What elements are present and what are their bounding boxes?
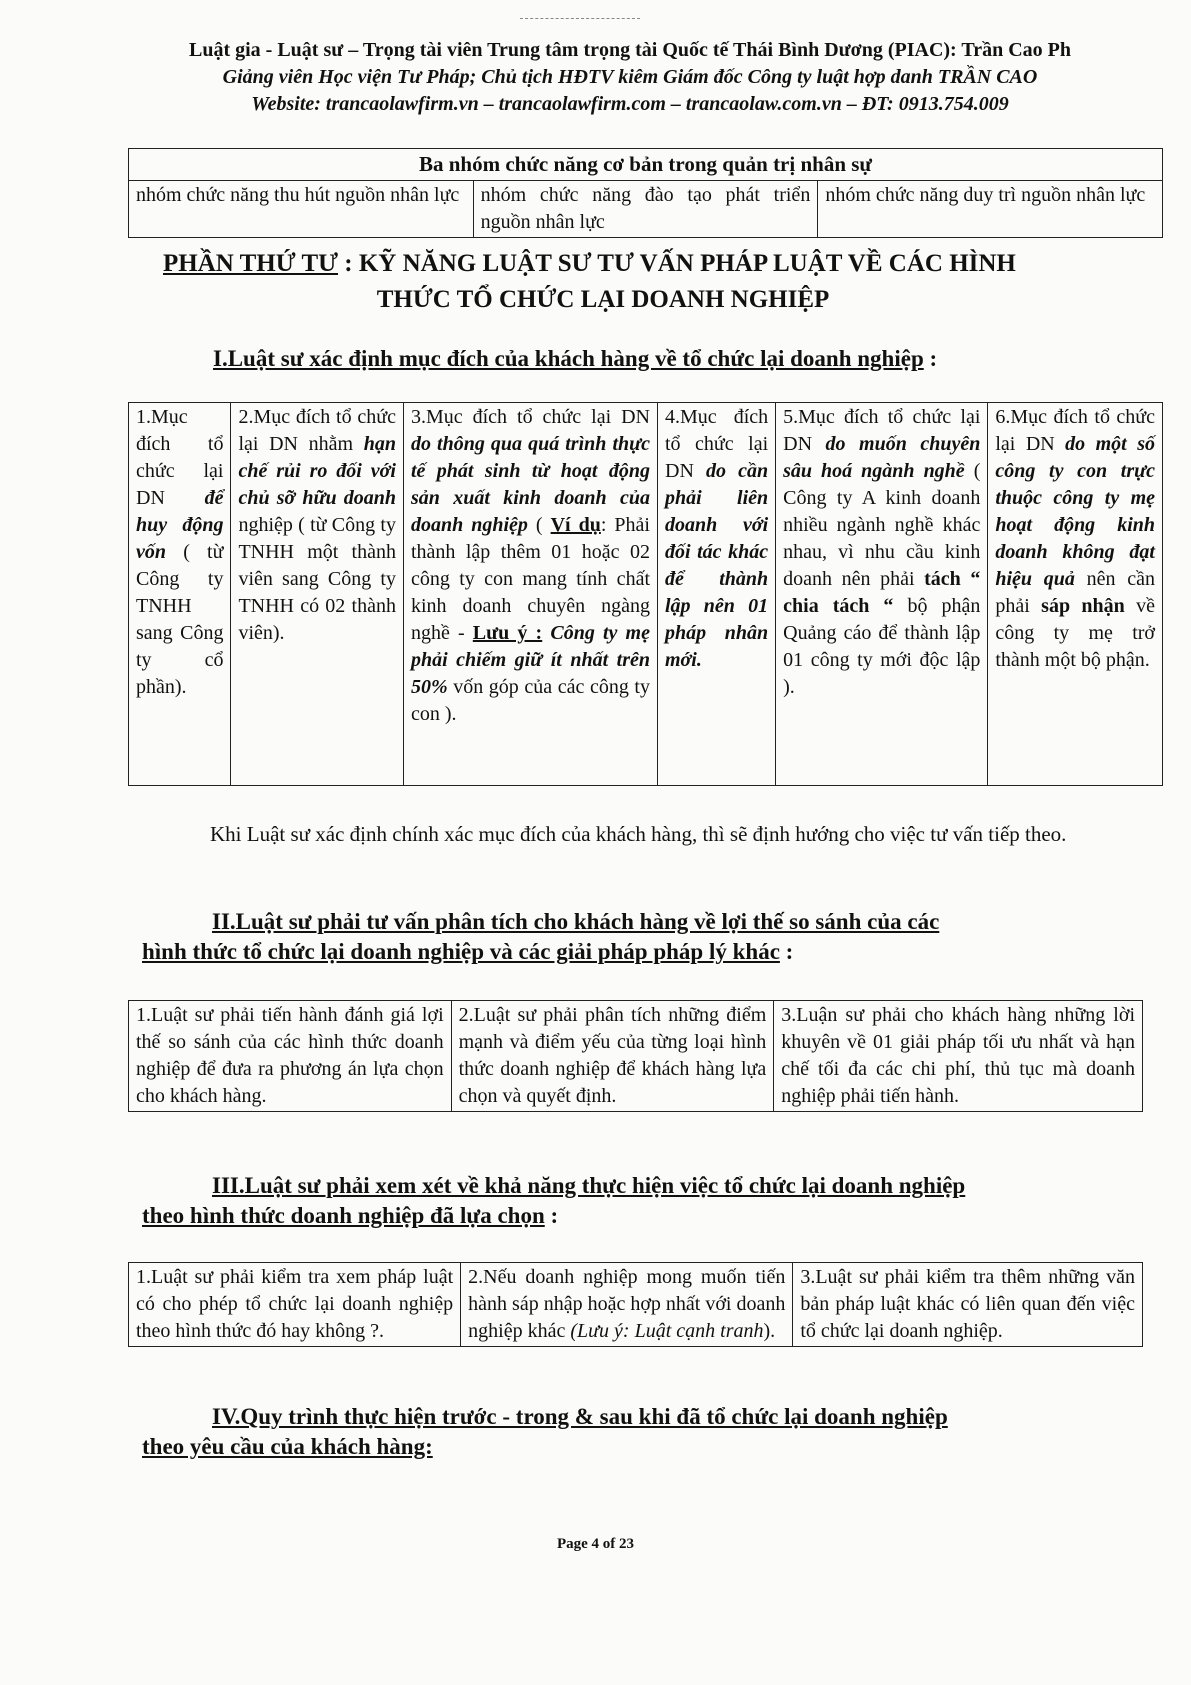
part-four-prefix: PHẦN THỨ TƯ [163, 250, 339, 277]
hr-table-cell-3: nhóm chức năng duy trì nguồn nhân lực [818, 181, 1163, 238]
header-line-3: Website: trancaolawfirm.vn – trancaolawfirm.com – trancaolaw.com.vn – ĐT: 0913.754.009 [251, 93, 1009, 115]
page-number: Page 4 of 23 [556, 1536, 635, 1552]
feasibility-cell-2: 2.Nếu doanh nghiệp mong muốn tiến hành sáp nhập hoặc hợp nhất với doanh nghiệp khác (Lưu ý: Luật cạnh tranh). [461, 1263, 793, 1347]
section-2-title: II.Luật sư phải tư vấn phân tích cho khách hàng về lợi thế so sánh của các hình thức tổ chức lại doanh nghiệp và các giải pháp pháp lý khác : [142, 909, 940, 964]
section-1-title: I.Luật sư xác định mục đích của khách hàng về tổ chức lại doanh nghiệp : [213, 346, 938, 371]
hr-table-cell-1: nhóm chức năng thu hút nguồn nhân lực [129, 181, 474, 238]
purpose-cell-6: 6.Mục đích tổ chức lại DN do một số công ty con trực thuộc công ty mẹ hoạt động kinh doanh không đạt hiệu quả nên cần phải sáp nhận về công ty mẹ trở thành một bộ phận. [988, 403, 1163, 786]
header-line-2: Giảng viên Học viện Tư Pháp; Chủ tịch HĐTV kiêm Giám đốc Công ty luật hợp danh TRẦN CAO [222, 66, 1038, 88]
section-4-title: IV.Quy trình thực hiện trước - trong & sau khi đã tổ chức lại doanh nghiệp theo yêu cầu của khách hàng: [142, 1404, 948, 1459]
analysis-table [128, 1000, 1143, 1112]
analysis-cell-2: 2.Luật sư phải phân tích những điểm mạnh và điểm yếu của từng loại hình thức doanh nghiệp để khách hàng lựa chọn và quyết định. [451, 1001, 774, 1112]
analysis-cell-1: 1.Luật sư phải tiến hành đánh giá lợi thế so sánh của các hình thức doanh nghiệp để đưa ra phương án lựa chọn cho khách hàng. [129, 1001, 452, 1112]
hr-functions-table [128, 148, 1163, 238]
purpose-table [128, 402, 1163, 786]
top-divider [520, 18, 640, 19]
part-four-heading-line-2: THỨC TỔ CHỨC LẠI DOANH NGHIỆP [376, 286, 830, 313]
purpose-cell-2: 2.Mục đích tổ chức lại DN nhằm hạn chế rủi ro đối với chủ sỡ hữu doanh nghiệp ( từ Công ty TNHH một thành viên sang Công ty TNHH có 02 thành viên). [231, 403, 404, 786]
part-four-heading-line-1 [163, 247, 1113, 281]
hr-table-cell-2: nhóm chức năng đào tạo phát triển nguồn nhân lực [473, 181, 818, 238]
purpose-cell-5: 5.Mục đích tổ chức lại DN do muốn chuyên sâu hoá ngành nghề ( Công ty A kinh doanh nhiều ngành nghề khác nhau, vì nhu cầu kinh doanh nên phải tách “ chia tách “ bộ phận Quảng cáo để thành lập 01 công ty mới độc lập ). [776, 403, 988, 786]
section-1-title-text: I.Luật sư xác định mục đích của khách hàng về tổ chức lại doanh nghiệp [213, 346, 924, 371]
purpose-cell-4: 4.Mục đích tổ chức lại DN do cần phải liên doanh với đối tác khác để thành lập nên 01 pháp nhân mới. [658, 403, 776, 786]
purpose-cell-1: 1.Mục đích tổ chức lại DN để huy động vốn ( từ Công ty TNHH sang Công ty cổ phần). [129, 403, 231, 786]
section-3-title: III.Luật sư phải xem xét về khả năng thực hiện việc tổ chức lại doanh nghiệp theo hình thức doanh nghiệp đã lựa chọn : [142, 1173, 966, 1228]
part-four-title-1: : KỸ NĂNG LUẬT SƯ TƯ VẤN PHÁP LUẬT VỀ CÁC HÌNH [338, 250, 1016, 277]
feasibility-cell-1: 1.Luật sư phải kiểm tra xem pháp luật có cho phép tổ chức lại doanh nghiệp theo hình thức đó hay không ?. [129, 1263, 461, 1347]
section-1-paragraph: Khi Luật sư xác định chính xác mục đích của khách hàng, thì sẽ định hướng cho việc tư vấn tiếp theo. [210, 822, 1067, 846]
header-line-1: Luật gia - Luật sư – Trọng tài viên Trung tâm trọng tài Quốc tế Thái Bình Dương (PIAC): Trần Cao Ph [188, 39, 1071, 61]
feasibility-cell-3: 3.Luật sư phải kiểm tra thêm những văn bản pháp luật khác có liên quan đến việc tổ chức lại doanh nghiệp. [793, 1263, 1143, 1347]
analysis-cell-3: 3.Luận sư phải cho khách hàng những lời khuyên về 01 giải pháp tối ưu nhất và hạn chế tối đa các chi phí, thủ tục mà doanh nghiệp phải tiến hành. [774, 1001, 1143, 1112]
hr-table-title: Ba nhóm chức năng cơ bản trong quản trị nhân sự [129, 149, 1163, 181]
purpose-cell-3: 3.Mục đích tổ chức lại DN do thông qua quá trình thực tế phát sinh từ hoạt động sản xuất kinh doanh của doanh nghiệp ( Ví dụ: Phải thành lập thêm 01 hoặc 02 công ty con mang tính chất kinh doanh chuyên ngàng nghề - Lưu ý : Công ty mẹ phải chiếm giữ ít nhất trên 50% vốn góp của các công ty con ). [403, 403, 657, 786]
feasibility-table [128, 1262, 1143, 1347]
